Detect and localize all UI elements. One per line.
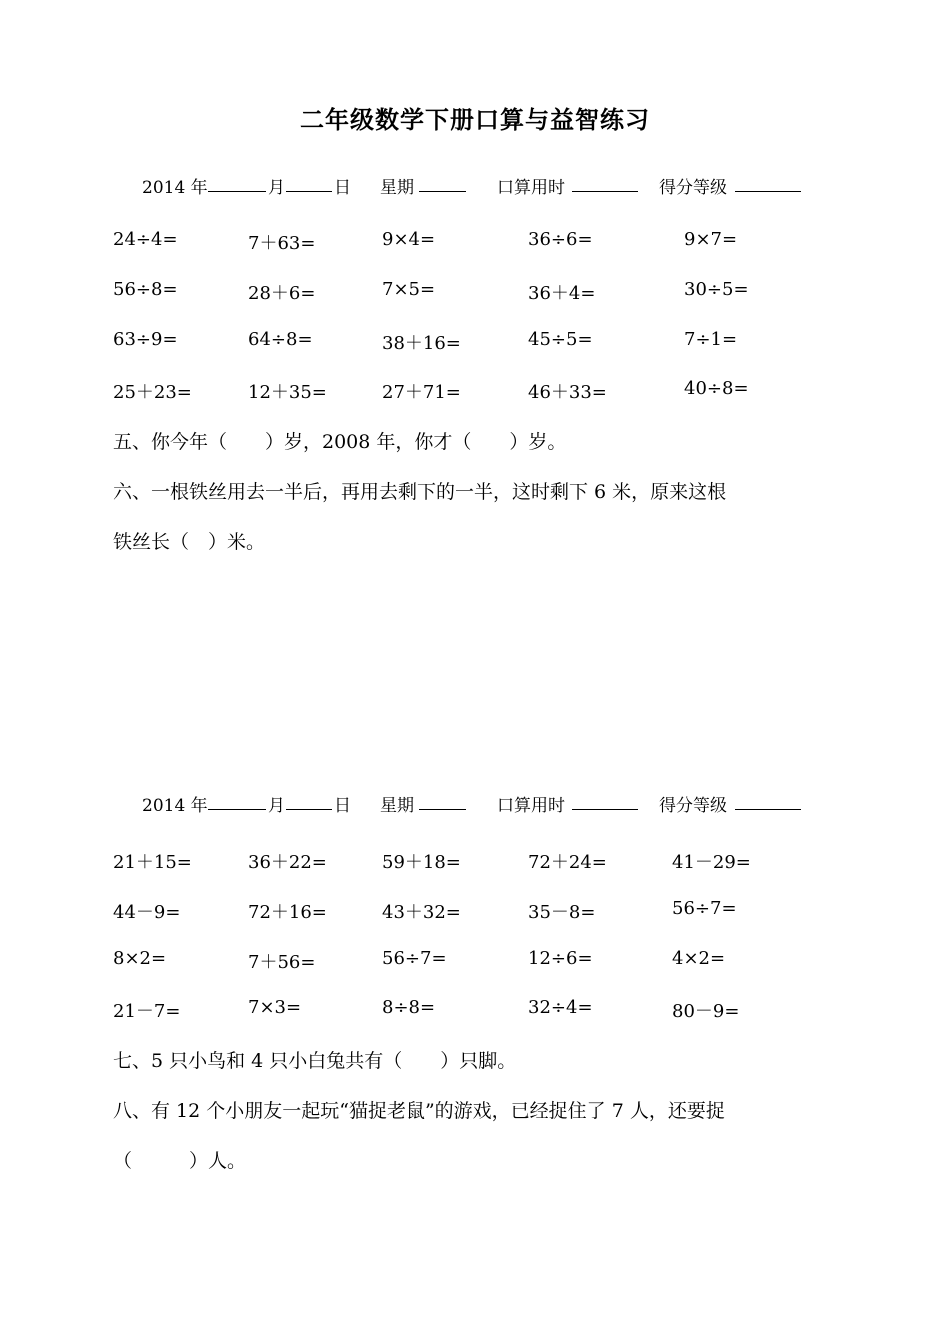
problem: 72＋16= (248, 902, 327, 923)
problem: 64÷8= (248, 329, 313, 350)
month-label: 月 (268, 796, 285, 816)
problem: 28＋6= (248, 283, 316, 304)
time-used-blank[interactable] (572, 173, 638, 192)
problem: 56÷7= (672, 898, 737, 919)
year-label: 2014 年 (142, 796, 208, 816)
problem-row (0, 997, 950, 1023)
problem: 7×3= (248, 997, 302, 1018)
problem-row (0, 279, 950, 305)
question-8-line-1: 八、有 12 个小朋友一起玩“猫捉老鼠”的游戏，已经捉住了 7 人，还要捉 (113, 1100, 725, 1122)
problem: 21－7= (113, 1001, 181, 1022)
score-label: 得分等级 (659, 178, 727, 198)
problem: 27＋71= (382, 382, 461, 403)
problem: 59＋18= (382, 852, 461, 873)
problem: 36÷6= (528, 229, 593, 250)
problem: 80－9= (672, 1001, 740, 1022)
problem: 43＋32= (382, 902, 461, 923)
problem: 63÷9= (113, 329, 178, 350)
problem: 9×7= (684, 229, 738, 250)
month-blank[interactable] (208, 173, 266, 192)
problem-row (0, 329, 950, 355)
problem: 25＋23= (113, 382, 192, 403)
time-used-blank[interactable] (572, 791, 638, 810)
problem: 41－29= (672, 852, 751, 873)
problem: 12＋35= (248, 382, 327, 403)
problem: 44－9= (113, 902, 181, 923)
problem-row (0, 378, 950, 404)
day-label: 日 (334, 178, 351, 198)
weekday-label: 星期 (380, 178, 414, 198)
problem-row (0, 848, 950, 874)
problem: 7＋56= (248, 952, 316, 973)
weekday-blank[interactable] (419, 173, 466, 192)
score-label: 得分等级 (659, 796, 727, 816)
question-7: 七、5 只小鸟和 4 只小白兔共有（ ）只脚。 (113, 1050, 517, 1072)
time-used-label: 口算用时 (497, 796, 565, 816)
info-header-1 (0, 173, 950, 199)
time-used-label: 口算用时 (497, 178, 565, 198)
problem: 7×5= (382, 279, 436, 300)
problem: 36＋22= (248, 852, 327, 873)
problem: 38＋16= (382, 333, 461, 354)
problem: 8×2= (113, 948, 167, 969)
problem: 7÷1= (684, 329, 738, 350)
problem: 40÷8= (684, 378, 749, 399)
problem: 21＋15= (113, 852, 192, 873)
problem-row (0, 948, 950, 974)
info-header-2 (0, 791, 950, 817)
weekday-label: 星期 (380, 796, 414, 816)
problem-row (0, 898, 950, 924)
score-blank[interactable] (735, 791, 801, 810)
problem: 35－8= (528, 902, 596, 923)
month-label: 月 (268, 178, 285, 198)
problem: 4×2= (672, 948, 726, 969)
problem: 45÷5= (528, 329, 593, 350)
question-8-line-2: （ ）人。 (113, 1150, 247, 1172)
problem: 24÷4= (113, 229, 178, 250)
day-blank[interactable] (286, 791, 332, 810)
problem: 36＋4= (528, 283, 596, 304)
question-5: 五、你今年（ ）岁，2008 年，你才（ ）岁。 (113, 431, 567, 453)
problem: 30÷5= (684, 279, 749, 300)
weekday-blank[interactable] (419, 791, 466, 810)
question-6-line-1: 六、一根铁丝用去一半后，再用去剩下的一半，这时剩下 6 米，原来这根 (113, 481, 727, 503)
problem: 32÷4= (528, 997, 593, 1018)
month-blank[interactable] (208, 791, 266, 810)
problem: 72＋24= (528, 852, 607, 873)
year-label: 2014 年 (142, 178, 208, 198)
day-label: 日 (334, 796, 351, 816)
problem: 46＋33= (528, 382, 607, 403)
problem-row (0, 229, 950, 255)
problem: 56÷7= (382, 948, 447, 969)
problem: 7＋63= (248, 233, 316, 254)
score-blank[interactable] (735, 173, 801, 192)
problem: 56÷8= (113, 279, 178, 300)
problem: 9×4= (382, 229, 436, 250)
question-6-line-2: 铁丝长（ ）米。 (113, 531, 266, 553)
problem: 12÷6= (528, 948, 593, 969)
problem: 8÷8= (382, 997, 436, 1018)
page-title: 二年级数学下册口算与益智练习 (300, 105, 650, 134)
day-blank[interactable] (286, 173, 332, 192)
